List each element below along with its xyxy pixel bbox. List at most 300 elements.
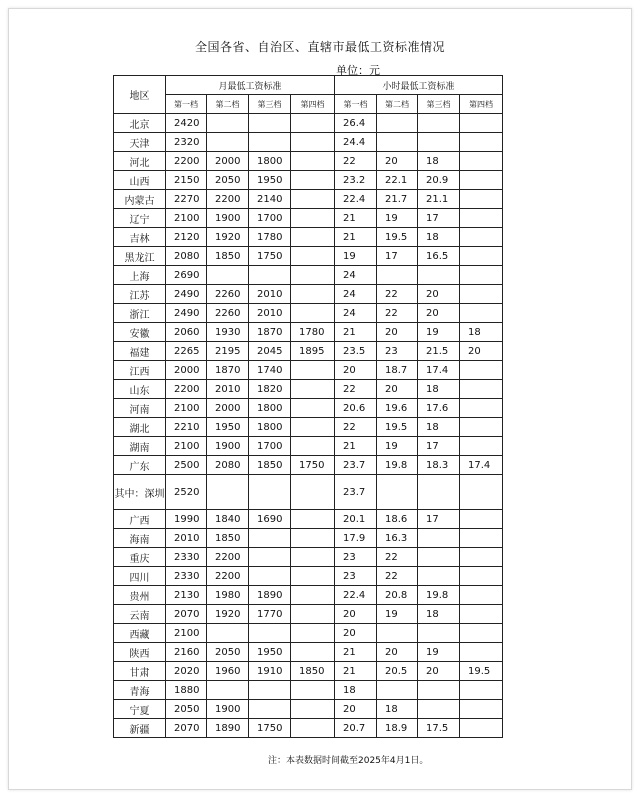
hourly-tier-4-cell: 19.5	[460, 662, 503, 681]
hourly-tier-4-cell	[460, 304, 503, 323]
hourly-tier-4-cell	[460, 209, 503, 228]
monthly-tier-3-cell: 1800	[249, 418, 291, 437]
hourly-tier-2-cell: 20	[377, 152, 418, 171]
monthly-tier-3-cell	[249, 624, 291, 643]
monthly-tier-3-cell: 1870	[249, 323, 291, 342]
monthly-tier-4-cell	[291, 304, 335, 323]
monthly-tier-2-cell: 1980	[207, 586, 249, 605]
monthly-tier-1-cell: 2500	[166, 456, 207, 475]
monthly-tier-3-cell: 1820	[249, 380, 291, 399]
table-row	[114, 605, 503, 624]
hourly-tier-1-cell: 22.4	[335, 190, 377, 209]
hourly-tier-1-cell: 24	[335, 266, 377, 285]
hourly-tier-2-cell: 20.5	[377, 662, 418, 681]
footnote: 注：本表数据时间截至2025年4月1日。	[268, 756, 429, 766]
monthly-tier-1-cell: 2160	[166, 643, 207, 662]
hourly-tier-1-cell: 23.2	[335, 171, 377, 190]
hourly-tier-2-cell: 22	[377, 285, 418, 304]
monthly-tier-2-cell	[207, 624, 249, 643]
hourly-tier-4-cell	[460, 152, 503, 171]
hourly-tier-2-cell	[377, 624, 418, 643]
hourly-tier-4-cell	[460, 529, 503, 548]
monthly-tier-3-cell: 1700	[249, 209, 291, 228]
hourly-tier-4-cell	[460, 380, 503, 399]
monthly-tier-3-cell	[249, 114, 291, 133]
hourly-tier-4-cell	[460, 719, 503, 738]
monthly-tier-1-cell: 2490	[166, 304, 207, 323]
unit-label: 单位：元	[336, 64, 380, 77]
monthly-tier-4-cell	[291, 643, 335, 662]
hourly-tier-2-cell: 19	[377, 209, 418, 228]
hourly-tier-2-cell: 18.9	[377, 719, 418, 738]
region-cell: 青海	[114, 681, 166, 700]
monthly-tier-4-cell	[291, 624, 335, 643]
monthly-tier-1-cell: 2130	[166, 586, 207, 605]
hourly-tier-4-cell	[460, 586, 503, 605]
monthly-tier-1-header: 第一档	[166, 95, 207, 114]
monthly-tier-2-cell: 2195	[207, 342, 249, 361]
monthly-tier-1-cell: 2420	[166, 114, 207, 133]
region-cell: 北京	[114, 114, 166, 133]
region-cell: 湖南	[114, 437, 166, 456]
region-cell: 甘肃	[114, 662, 166, 681]
hourly-tier-1-cell: 20	[335, 700, 377, 719]
hourly-tier-3-header: 第三档	[418, 95, 460, 114]
region-cell: 河北	[114, 152, 166, 171]
monthly-tier-2-cell: 1960	[207, 662, 249, 681]
monthly-tier-1-cell: 2080	[166, 247, 207, 266]
table-row	[114, 304, 503, 323]
hourly-tier-2-cell: 22	[377, 548, 418, 567]
hourly-tier-3-cell: 18	[418, 380, 460, 399]
hourly-tier-2-cell: 21.7	[377, 190, 418, 209]
table-row	[114, 228, 503, 247]
hourly-tier-4-cell	[460, 190, 503, 209]
monthly-tier-1-cell: 2120	[166, 228, 207, 247]
hourly-tier-4-cell: 18	[460, 323, 503, 342]
monthly-tier-1-cell: 2060	[166, 323, 207, 342]
hourly-tier-1-cell: 21	[335, 323, 377, 342]
hourly-tier-4-cell	[460, 266, 503, 285]
table-row	[114, 399, 503, 418]
hourly-tier-1-cell: 20	[335, 361, 377, 380]
table-body	[114, 114, 503, 738]
monthly-tier-3-cell: 2010	[249, 304, 291, 323]
monthly-tier-4-cell	[291, 586, 335, 605]
table-row	[114, 380, 503, 399]
table-row	[114, 719, 503, 738]
hourly-tier-4-cell	[460, 567, 503, 586]
hourly-tier-2-cell: 20	[377, 323, 418, 342]
table-row	[114, 247, 503, 266]
monthly-tier-3-cell: 1800	[249, 152, 291, 171]
monthly-tier-4-cell	[291, 361, 335, 380]
monthly-tier-3-cell: 1950	[249, 171, 291, 190]
region-cell: 福建	[114, 342, 166, 361]
monthly-tier-1-cell: 2520	[166, 475, 207, 510]
monthly-tier-4-cell	[291, 700, 335, 719]
table-row	[114, 548, 503, 567]
monthly-tier-4-header: 第四档	[291, 95, 335, 114]
hourly-tier-4-cell	[460, 228, 503, 247]
hourly-tier-1-cell: 23	[335, 548, 377, 567]
monthly-tier-2-cell: 2200	[207, 567, 249, 586]
monthly-tier-2-cell: 1840	[207, 510, 249, 529]
monthly-tier-3-cell: 2140	[249, 190, 291, 209]
hourly-tier-2-cell: 22	[377, 567, 418, 586]
monthly-tier-1-cell: 2150	[166, 171, 207, 190]
monthly-tier-2-cell	[207, 475, 249, 510]
table-row	[114, 285, 503, 304]
monthly-tier-1-cell: 2690	[166, 266, 207, 285]
monthly-tier-2-cell: 2080	[207, 456, 249, 475]
hourly-tier-4-cell	[460, 114, 503, 133]
hourly-tier-4-cell	[460, 548, 503, 567]
table-row	[114, 437, 503, 456]
hourly-header: 小时最低工资标准	[335, 76, 503, 95]
region-cell: 宁夏	[114, 700, 166, 719]
monthly-tier-4-cell	[291, 418, 335, 437]
hourly-tier-3-cell: 19.8	[418, 586, 460, 605]
monthly-tier-3-cell	[249, 266, 291, 285]
monthly-tier-3-cell: 1800	[249, 399, 291, 418]
monthly-tier-2-cell: 1890	[207, 719, 249, 738]
hourly-tier-3-cell: 17	[418, 437, 460, 456]
table-row	[114, 529, 503, 548]
monthly-tier-2-cell: 2050	[207, 171, 249, 190]
table-row	[114, 114, 503, 133]
hourly-tier-4-cell: 20	[460, 342, 503, 361]
monthly-tier-2-cell: 2000	[207, 152, 249, 171]
hourly-tier-4-cell	[460, 133, 503, 152]
hourly-tier-3-cell	[418, 700, 460, 719]
hourly-tier-4-cell	[460, 624, 503, 643]
hourly-tier-2-cell: 18.6	[377, 510, 418, 529]
monthly-tier-1-cell: 2050	[166, 700, 207, 719]
monthly-tier-4-cell	[291, 209, 335, 228]
monthly-tier-1-cell: 1990	[166, 510, 207, 529]
monthly-tier-4-cell	[291, 228, 335, 247]
monthly-tier-2-cell: 2010	[207, 380, 249, 399]
table-row	[114, 361, 503, 380]
monthly-tier-1-cell: 2210	[166, 418, 207, 437]
hourly-tier-2-cell: 16.3	[377, 529, 418, 548]
hourly-tier-2-cell: 18	[377, 700, 418, 719]
hourly-tier-1-cell: 20.1	[335, 510, 377, 529]
region-cell: 陕西	[114, 643, 166, 662]
hourly-tier-4-cell	[460, 475, 503, 510]
region-cell: 西藏	[114, 624, 166, 643]
hourly-tier-1-cell: 19	[335, 247, 377, 266]
monthly-tier-3-cell: 1750	[249, 247, 291, 266]
table-row	[114, 510, 503, 529]
hourly-tier-1-cell: 26.4	[335, 114, 377, 133]
hourly-tier-3-cell: 18.3	[418, 456, 460, 475]
hourly-tier-4-cell	[460, 171, 503, 190]
table-row	[114, 662, 503, 681]
table-row	[114, 209, 503, 228]
hourly-tier-1-cell: 20	[335, 624, 377, 643]
monthly-tier-4-cell	[291, 171, 335, 190]
table-row	[114, 171, 503, 190]
region-cell: 其中：深圳	[114, 475, 166, 510]
hourly-tier-3-cell: 18	[418, 228, 460, 247]
table-row	[114, 567, 503, 586]
hourly-tier-2-cell: 19	[377, 605, 418, 624]
monthly-tier-4-cell	[291, 247, 335, 266]
hourly-tier-2-cell	[377, 266, 418, 285]
hourly-tier-3-cell: 17.6	[418, 399, 460, 418]
hourly-tier-3-cell	[418, 529, 460, 548]
table-row	[114, 266, 503, 285]
monthly-tier-3-cell: 1750	[249, 719, 291, 738]
hourly-tier-1-cell: 24.4	[335, 133, 377, 152]
region-cell: 河南	[114, 399, 166, 418]
region-cell: 安徽	[114, 323, 166, 342]
hourly-tier-1-cell: 20	[335, 605, 377, 624]
monthly-tier-2-cell: 2000	[207, 399, 249, 418]
table-row	[114, 342, 503, 361]
monthly-tier-1-cell: 2000	[166, 361, 207, 380]
hourly-tier-3-cell: 20	[418, 662, 460, 681]
monthly-tier-4-cell	[291, 285, 335, 304]
hourly-tier-4-header: 第四档	[460, 95, 503, 114]
hourly-tier-2-cell	[377, 114, 418, 133]
table-row	[114, 190, 503, 209]
table-row	[114, 456, 503, 475]
hourly-tier-3-cell	[418, 681, 460, 700]
monthly-tier-2-cell: 1920	[207, 605, 249, 624]
monthly-tier-1-cell: 2200	[166, 152, 207, 171]
hourly-tier-3-cell: 19	[418, 643, 460, 662]
region-cell: 上海	[114, 266, 166, 285]
hourly-tier-1-cell: 23.7	[335, 475, 377, 510]
monthly-tier-2-cell: 1900	[207, 437, 249, 456]
monthly-tier-1-cell: 2320	[166, 133, 207, 152]
hourly-tier-2-cell: 22	[377, 304, 418, 323]
monthly-tier-2-cell: 2260	[207, 285, 249, 304]
monthly-tier-1-cell: 1880	[166, 681, 207, 700]
monthly-tier-3-cell: 1910	[249, 662, 291, 681]
hourly-tier-3-cell: 17.5	[418, 719, 460, 738]
hourly-tier-4-cell	[460, 399, 503, 418]
hourly-tier-1-cell: 24	[335, 304, 377, 323]
monthly-tier-3-cell	[249, 475, 291, 510]
hourly-tier-3-cell	[418, 548, 460, 567]
region-cell: 山西	[114, 171, 166, 190]
hourly-tier-3-cell: 20	[418, 285, 460, 304]
hourly-tier-2-cell	[377, 681, 418, 700]
hourly-tier-2-cell: 19	[377, 437, 418, 456]
monthly-tier-4-cell	[291, 380, 335, 399]
monthly-tier-3-cell	[249, 548, 291, 567]
monthly-tier-4-cell	[291, 681, 335, 700]
monthly-tier-4-cell: 1750	[291, 456, 335, 475]
hourly-tier-4-cell	[460, 700, 503, 719]
monthly-tier-2-cell: 2200	[207, 190, 249, 209]
monthly-tier-4-cell	[291, 152, 335, 171]
monthly-tier-4-cell	[291, 266, 335, 285]
monthly-tier-2-cell	[207, 681, 249, 700]
table-row	[114, 624, 503, 643]
region-cell: 广东	[114, 456, 166, 475]
monthly-tier-4-cell	[291, 114, 335, 133]
hourly-tier-2-cell: 19.5	[377, 228, 418, 247]
hourly-tier-3-cell	[418, 567, 460, 586]
monthly-tier-3-cell: 1850	[249, 456, 291, 475]
header-row-tiers	[114, 95, 503, 114]
hourly-tier-1-cell: 23	[335, 567, 377, 586]
monthly-tier-3-cell	[249, 567, 291, 586]
hourly-tier-3-cell: 18	[418, 152, 460, 171]
hourly-tier-1-cell: 22.4	[335, 586, 377, 605]
region-header: 地区	[114, 76, 166, 114]
hourly-tier-1-cell: 22	[335, 418, 377, 437]
monthly-tier-3-header: 第三档	[249, 95, 291, 114]
table-row	[114, 323, 503, 342]
region-cell: 海南	[114, 529, 166, 548]
monthly-tier-1-cell: 2070	[166, 605, 207, 624]
hourly-tier-4-cell	[460, 510, 503, 529]
monthly-tier-3-cell	[249, 700, 291, 719]
hourly-tier-4-cell	[460, 437, 503, 456]
monthly-tier-3-cell: 2045	[249, 342, 291, 361]
region-cell: 浙江	[114, 304, 166, 323]
table-row	[114, 643, 503, 662]
monthly-tier-2-header: 第二档	[207, 95, 249, 114]
region-cell: 四川	[114, 567, 166, 586]
monthly-tier-3-cell: 1700	[249, 437, 291, 456]
table-row	[114, 586, 503, 605]
hourly-tier-4-cell	[460, 681, 503, 700]
monthly-tier-4-cell	[291, 133, 335, 152]
hourly-tier-3-cell	[418, 133, 460, 152]
hourly-tier-1-cell: 23.5	[335, 342, 377, 361]
monthly-tier-4-cell	[291, 399, 335, 418]
monthly-tier-3-cell: 2010	[249, 285, 291, 304]
hourly-tier-4-cell	[460, 605, 503, 624]
monthly-tier-2-cell: 1900	[207, 700, 249, 719]
hourly-tier-3-cell: 19	[418, 323, 460, 342]
monthly-tier-4-cell	[291, 567, 335, 586]
monthly-tier-2-cell: 1850	[207, 247, 249, 266]
hourly-tier-2-cell: 20	[377, 380, 418, 399]
region-cell: 江苏	[114, 285, 166, 304]
hourly-tier-1-cell: 23.7	[335, 456, 377, 475]
table-row	[114, 133, 503, 152]
monthly-tier-1-cell: 2070	[166, 719, 207, 738]
monthly-tier-3-cell: 1740	[249, 361, 291, 380]
hourly-tier-1-cell: 22	[335, 380, 377, 399]
hourly-tier-3-cell	[418, 266, 460, 285]
monthly-tier-3-cell	[249, 529, 291, 548]
hourly-tier-1-header: 第一档	[335, 95, 377, 114]
monthly-tier-3-cell: 1950	[249, 643, 291, 662]
region-cell: 新疆	[114, 719, 166, 738]
hourly-tier-3-cell	[418, 624, 460, 643]
monthly-tier-1-cell: 2265	[166, 342, 207, 361]
hourly-tier-2-cell: 18.7	[377, 361, 418, 380]
hourly-tier-4-cell	[460, 643, 503, 662]
region-cell: 内蒙古	[114, 190, 166, 209]
monthly-tier-2-cell: 1950	[207, 418, 249, 437]
monthly-tier-2-cell: 1920	[207, 228, 249, 247]
monthly-tier-4-cell: 1850	[291, 662, 335, 681]
monthly-tier-3-cell: 1780	[249, 228, 291, 247]
region-cell: 云南	[114, 605, 166, 624]
monthly-tier-2-cell: 1930	[207, 323, 249, 342]
hourly-tier-1-cell: 20.7	[335, 719, 377, 738]
monthly-tier-2-cell: 1870	[207, 361, 249, 380]
monthly-tier-2-cell: 1900	[207, 209, 249, 228]
hourly-tier-3-cell: 20.9	[418, 171, 460, 190]
hourly-tier-3-cell: 17	[418, 510, 460, 529]
table-row	[114, 475, 503, 510]
hourly-tier-2-header: 第二档	[377, 95, 418, 114]
monthly-tier-2-cell	[207, 133, 249, 152]
hourly-tier-1-cell: 21	[335, 437, 377, 456]
table-row	[114, 681, 503, 700]
hourly-tier-3-cell: 21.1	[418, 190, 460, 209]
monthly-tier-2-cell: 1850	[207, 529, 249, 548]
hourly-tier-1-cell: 17.9	[335, 529, 377, 548]
hourly-tier-2-cell: 19.5	[377, 418, 418, 437]
monthly-tier-1-cell: 2270	[166, 190, 207, 209]
hourly-tier-3-cell: 17.4	[418, 361, 460, 380]
monthly-tier-3-cell: 1890	[249, 586, 291, 605]
region-cell: 广西	[114, 510, 166, 529]
monthly-tier-1-cell: 2020	[166, 662, 207, 681]
monthly-tier-4-cell	[291, 529, 335, 548]
monthly-tier-2-cell: 2260	[207, 304, 249, 323]
hourly-tier-3-cell: 18	[418, 605, 460, 624]
monthly-tier-4-cell	[291, 475, 335, 510]
hourly-tier-2-cell: 22.1	[377, 171, 418, 190]
wage-table	[113, 75, 503, 738]
hourly-tier-1-cell: 21	[335, 228, 377, 247]
hourly-tier-3-cell	[418, 475, 460, 510]
monthly-tier-4-cell	[291, 437, 335, 456]
hourly-tier-3-cell: 18	[418, 418, 460, 437]
hourly-tier-2-cell: 19.6	[377, 399, 418, 418]
hourly-tier-2-cell	[377, 133, 418, 152]
region-cell: 吉林	[114, 228, 166, 247]
monthly-tier-4-cell	[291, 510, 335, 529]
monthly-tier-4-cell	[291, 605, 335, 624]
hourly-tier-3-cell	[418, 114, 460, 133]
hourly-tier-1-cell: 18	[335, 681, 377, 700]
monthly-tier-4-cell	[291, 719, 335, 738]
hourly-tier-3-cell: 17	[418, 209, 460, 228]
region-cell: 贵州	[114, 586, 166, 605]
monthly-tier-1-cell: 2490	[166, 285, 207, 304]
document-title: 全国各省、自治区、直辖市最低工资标准情况	[194, 40, 445, 54]
hourly-tier-1-cell: 20.6	[335, 399, 377, 418]
hourly-tier-4-cell	[460, 361, 503, 380]
monthly-tier-1-cell: 2100	[166, 209, 207, 228]
hourly-tier-1-cell: 22	[335, 152, 377, 171]
hourly-tier-1-cell: 21	[335, 643, 377, 662]
monthly-tier-3-cell: 1770	[249, 605, 291, 624]
region-cell: 辽宁	[114, 209, 166, 228]
region-cell: 湖北	[114, 418, 166, 437]
hourly-tier-2-cell: 19.8	[377, 456, 418, 475]
monthly-tier-1-cell: 2100	[166, 399, 207, 418]
monthly-tier-4-cell	[291, 548, 335, 567]
hourly-tier-1-cell: 21	[335, 209, 377, 228]
monthly-tier-1-cell: 2200	[166, 380, 207, 399]
monthly-tier-2-cell	[207, 114, 249, 133]
